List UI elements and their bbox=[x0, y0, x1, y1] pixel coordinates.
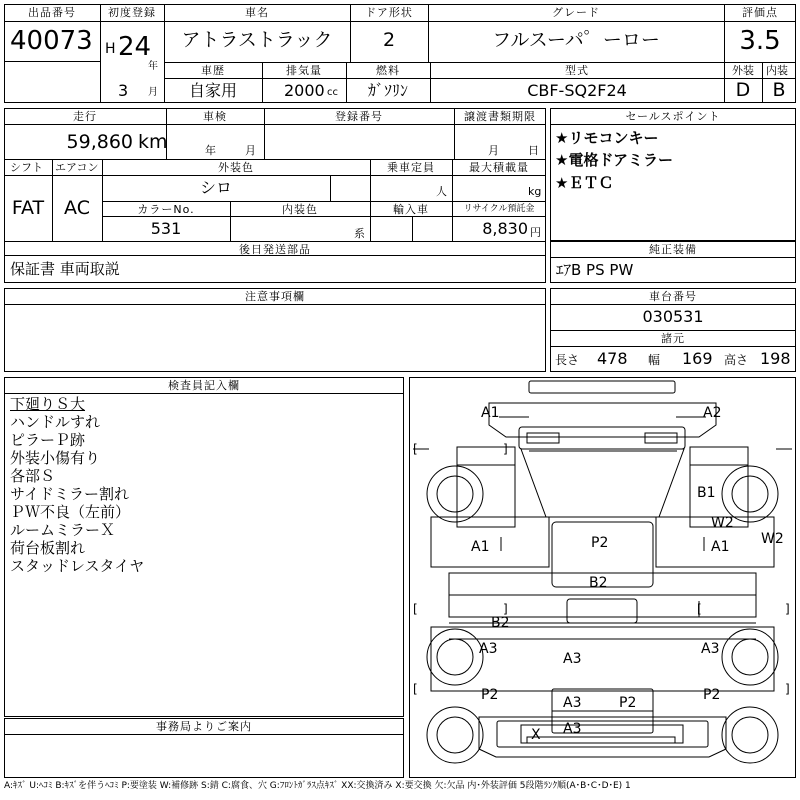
model-code: CBF-SQ2F24 bbox=[527, 81, 627, 100]
diagram-bracket: [ bbox=[697, 602, 702, 616]
damage-mark: A3 bbox=[479, 641, 498, 657]
fuel: ｶﾞｿﾘﾝ bbox=[367, 81, 409, 100]
later-items-label: 後日発送部品 bbox=[239, 243, 311, 256]
height-label: 高さ bbox=[724, 353, 749, 367]
damage-mark: A3 bbox=[701, 641, 720, 657]
sales-point-item: ★ＥＴＣ bbox=[555, 174, 614, 192]
reg-no-label: 登録番号 bbox=[335, 110, 383, 123]
diagram-bracket: ] bbox=[503, 602, 508, 616]
equipment-value: ｴｱB PS PW bbox=[556, 261, 634, 279]
dims-label: 諸元 bbox=[661, 332, 685, 345]
damage-mark: A3 bbox=[563, 651, 582, 667]
inspector-note: ＰＷ不良（左前） bbox=[10, 503, 131, 521]
sales-points-label: セールスポイント bbox=[625, 110, 721, 123]
car-name-label: 車名 bbox=[245, 6, 269, 19]
damage-mark: A1 bbox=[481, 405, 500, 421]
displacement: 2000 bbox=[284, 81, 325, 100]
inspection-year-unit: 年 bbox=[205, 144, 216, 157]
diagram-bracket: ] bbox=[785, 602, 790, 616]
inspector-note: 各部Ｓ bbox=[10, 467, 56, 485]
damage-mark: A3 bbox=[563, 721, 582, 737]
door-label: ドア形状 bbox=[365, 6, 413, 19]
damage-mark: A3 bbox=[563, 695, 582, 711]
width-label: 幅 bbox=[648, 353, 661, 367]
month-unit: 月 bbox=[148, 87, 158, 98]
color-no: 531 bbox=[150, 219, 182, 238]
max-load-label: 最大積載量 bbox=[469, 161, 529, 174]
inspector-note: ピラーＰ跡 bbox=[10, 431, 86, 449]
width-value: 169 bbox=[682, 349, 713, 368]
reg-year: 24 bbox=[118, 32, 152, 62]
displacement-label: 排気量 bbox=[286, 64, 322, 77]
equipment-label: 純正装備 bbox=[649, 243, 697, 256]
int-color-label: 内装色 bbox=[282, 203, 318, 216]
ext-color-label: 外装色 bbox=[218, 161, 254, 174]
interior-label: 内装 bbox=[766, 64, 788, 77]
history: 自家用 bbox=[188, 81, 238, 100]
recycle-label: リサイクル預託金 bbox=[463, 204, 535, 214]
interior-grade: B bbox=[772, 79, 786, 101]
import-label: 輸入車 bbox=[393, 203, 429, 216]
int-color-unit: 系 bbox=[354, 227, 365, 240]
office-label: 事務局よりご案内 bbox=[156, 720, 252, 733]
shift: FAT bbox=[11, 197, 45, 219]
diagram-bracket: [ bbox=[413, 602, 418, 616]
inspector-note: 荷台板割れ bbox=[10, 539, 86, 557]
car-damage-diagram bbox=[409, 377, 796, 778]
later-items-value: 保証書 車両取説 bbox=[10, 260, 120, 278]
length-label: 長さ bbox=[555, 353, 580, 367]
chassis-label: 車台番号 bbox=[649, 290, 697, 303]
capacity-unit: 人 bbox=[436, 185, 447, 198]
reg-month: 3 bbox=[118, 81, 129, 100]
history-label: 車歴 bbox=[201, 64, 225, 77]
displacement-unit: cc bbox=[327, 87, 338, 98]
damage-mark: X bbox=[531, 727, 541, 743]
max-load-unit: kg bbox=[528, 185, 542, 198]
damage-mark: A1 bbox=[711, 539, 730, 555]
inspector-note: サイドミラー割れ bbox=[10, 485, 129, 503]
model-code-label: 型式 bbox=[565, 64, 589, 77]
damage-mark: B2 bbox=[491, 615, 510, 631]
damage-mark: P2 bbox=[481, 687, 499, 703]
era: H bbox=[105, 41, 116, 57]
inspector-note: 下廻りＳ大 bbox=[10, 395, 86, 413]
shift-label: シフト bbox=[10, 161, 43, 174]
caution-label: 注意事項欄 bbox=[245, 290, 305, 303]
mileage-label: 走行 bbox=[73, 110, 97, 123]
capacity-label: 乗車定員 bbox=[387, 161, 435, 174]
transfer-month-unit: 月 bbox=[488, 144, 499, 157]
inspection-month-unit: 月 bbox=[245, 144, 256, 157]
mileage-unit: km bbox=[138, 131, 168, 153]
inspector-note: スタッドレスタイヤ bbox=[10, 557, 145, 575]
ac: AC bbox=[64, 197, 90, 219]
transfer-label: 譲渡書類期限 bbox=[464, 110, 536, 123]
grade: フルスーパ゜ーロー bbox=[492, 29, 660, 51]
damage-mark: W2 bbox=[761, 531, 784, 547]
first-reg-label: 初度登録 bbox=[108, 6, 156, 19]
mileage: 59,860 bbox=[66, 131, 133, 153]
damage-mark: P2 bbox=[703, 687, 721, 703]
diagram-bracket: [ bbox=[413, 682, 418, 696]
diagram-bracket: [ bbox=[413, 442, 418, 456]
inspector-label: 検査員記入欄 bbox=[168, 379, 240, 392]
height-value: 198 bbox=[760, 349, 791, 368]
car-name: アトラストラック bbox=[181, 29, 333, 51]
grade-label: グレード bbox=[552, 6, 600, 19]
diagram-bracket: ] bbox=[785, 682, 790, 696]
fuel-label: 燃料 bbox=[376, 64, 400, 77]
inspection-label: 車検 bbox=[203, 110, 227, 123]
ext-color: シロ bbox=[199, 178, 233, 197]
chassis-number: 030531 bbox=[642, 307, 704, 326]
length-value: 478 bbox=[597, 349, 628, 368]
inspector-note: 外装小傷有り bbox=[10, 449, 101, 467]
sales-point-item: ★電格ドアミラー bbox=[555, 151, 673, 169]
score: 3.5 bbox=[739, 26, 781, 56]
lot-number: 40073 bbox=[10, 26, 93, 56]
footer-legend: A:ｷｽﾞ U:ﾍｺﾐ B:ｷｽﾞを伴うﾍｺﾐ P:要塗装 W:補修跡 S:錆 C:腐食、穴 G:ﾌﾛﾝﾄｶﾞﾗｽ点ｷｽﾞ XX:交換済み X:要交換 欠:欠品 内･外装評価 5段階ﾗﾝｸ順(A･B･C･D･E) 1 bbox=[4, 781, 631, 791]
color-no-label: カラーNo. bbox=[137, 203, 195, 216]
lot-number-label: 出品番号 bbox=[28, 6, 76, 19]
transfer-day-unit: 日 bbox=[528, 144, 539, 157]
damage-mark: W2 bbox=[711, 515, 734, 531]
score-label: 評価点 bbox=[742, 6, 778, 19]
ac-label: エアコン bbox=[55, 161, 99, 174]
damage-mark: A2 bbox=[703, 405, 722, 421]
damage-mark: P2 bbox=[591, 535, 609, 551]
damage-mark: P2 bbox=[619, 695, 637, 711]
damage-mark: B1 bbox=[697, 485, 716, 501]
door-count: 2 bbox=[382, 29, 396, 51]
recycle-unit: 円 bbox=[530, 226, 541, 239]
inspector-note: ハンドルすれ bbox=[10, 413, 101, 431]
diagram-bracket: ] bbox=[503, 442, 508, 456]
exterior-grade: D bbox=[735, 79, 751, 101]
inspector-note: ルームミラーＸ bbox=[10, 521, 116, 539]
damage-mark: B2 bbox=[589, 575, 608, 591]
exterior-label: 外装 bbox=[732, 64, 754, 77]
damage-mark: A1 bbox=[471, 539, 490, 555]
recycle-fee: 8,830 bbox=[482, 219, 528, 238]
sales-point-item: ★リモコンキー bbox=[555, 129, 659, 147]
year-unit: 年 bbox=[148, 61, 158, 72]
